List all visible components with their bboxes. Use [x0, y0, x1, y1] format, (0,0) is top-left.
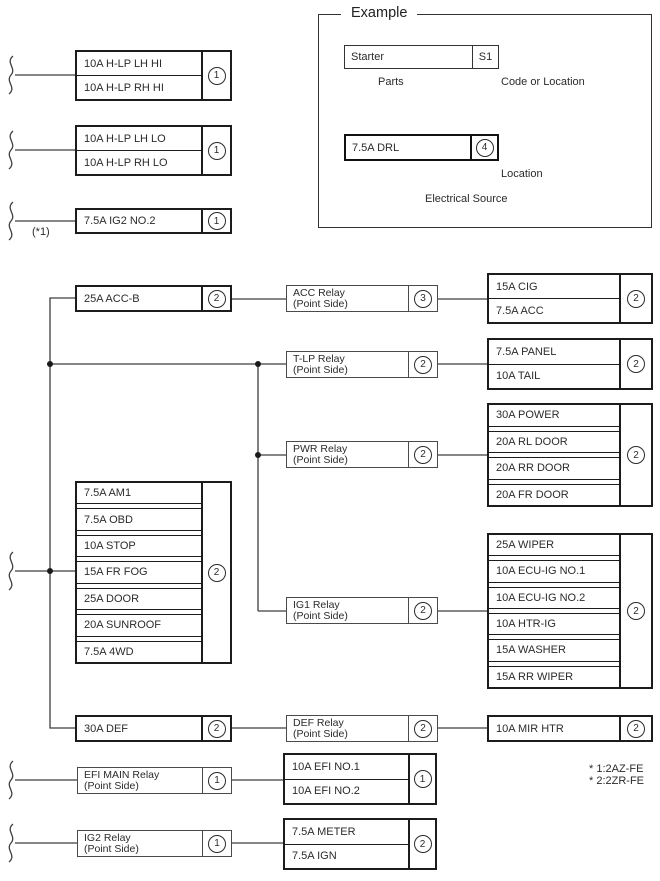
location-code: 3: [414, 290, 432, 308]
fuse-label: 10A ECU-IG NO.1: [496, 565, 586, 578]
location-code-cell: [408, 716, 437, 741]
fuse-row: [77, 151, 201, 174]
relay-name: [78, 768, 202, 793]
fuse-label: 10A H-LP LH LO: [84, 132, 166, 145]
relay-name: [287, 598, 408, 623]
fuse-label: 25A DOOR: [84, 592, 140, 605]
fuse-row: [77, 717, 201, 740]
fuse-label: 10A HTR-IG: [496, 618, 556, 631]
relay-name-line2: (Point Side): [293, 728, 348, 740]
fuse-row: [285, 820, 408, 845]
example-source-box: [344, 134, 499, 161]
location-code-cell: [619, 535, 651, 687]
code-or-location-callout-label: Code or Location: [501, 76, 585, 88]
fuse-group-panel-tail: [487, 338, 653, 390]
fuse-row: [285, 780, 408, 804]
fuse-label: 25A ACC-B: [84, 292, 140, 305]
fuse-row: [77, 483, 201, 504]
fuse-row: [489, 299, 619, 322]
engine-notes: [589, 763, 644, 787]
location-code: 4: [476, 139, 494, 157]
location-code: 2: [627, 290, 645, 308]
relay-name: [78, 831, 202, 856]
location-code-cell: [202, 831, 231, 856]
example-parts-label: Starter: [351, 51, 385, 63]
fuse-row: [489, 587, 619, 609]
location-code-cell: [408, 442, 437, 467]
fuse-label: 10A H-LP RH HI: [84, 81, 164, 94]
fuse-label: 7.5A IGN: [292, 850, 337, 863]
fuse-row: [77, 535, 201, 557]
location-code-cell: [408, 755, 435, 803]
fuse-row: [77, 614, 201, 636]
relay-name: [287, 716, 408, 741]
fuse-label: 20A RL DOOR: [496, 435, 568, 448]
location-code-cell: [408, 598, 437, 623]
example-source-label: 7.5A DRL: [352, 141, 400, 154]
example-location-cell: [470, 136, 497, 159]
relay-name-line1: ACC Relay: [293, 287, 345, 299]
location-code: 2: [208, 564, 226, 582]
fuse-row: [77, 52, 201, 76]
location-code-cell: [201, 483, 230, 662]
wire-bus: [50, 298, 77, 728]
fuse-row: [489, 431, 619, 454]
fuse-row: [285, 845, 408, 869]
location-code-cell: [619, 717, 651, 740]
location-code-cell: [408, 352, 437, 377]
example-title: Example: [341, 5, 417, 21]
wire-break-icon: [9, 552, 13, 590]
relay-name-line2: (Point Side): [293, 454, 348, 466]
parts-callout-label: Parts: [378, 76, 404, 88]
location-code-cell: [201, 717, 230, 740]
fuse-group-wiper-block: [487, 533, 653, 689]
location-code: 1: [414, 770, 432, 788]
location-code-cell: [619, 405, 651, 505]
fuse-group-hlp-hi: [75, 50, 232, 101]
fuse-label: 20A SUNROOF: [84, 619, 162, 632]
example-parts-box: [344, 45, 499, 69]
fuse-row: [77, 588, 201, 610]
relay-box-tlp: [286, 351, 438, 378]
location-code-cell: [201, 127, 230, 174]
location-code: 1: [208, 772, 226, 790]
fuse-row: [489, 639, 619, 661]
location-code-cell: [408, 286, 437, 311]
location-code: 2: [414, 835, 432, 853]
location-code: 1: [208, 67, 226, 85]
relay-box-ig1: [286, 597, 438, 624]
fuse-label: 10A H-LP RH LO: [84, 156, 168, 169]
junction-dot: [47, 568, 53, 574]
relay-name-line1: EFI MAIN Relay: [84, 769, 160, 781]
engine-note-2: * 2:2ZR-FE: [589, 775, 645, 787]
junction-dot: [255, 361, 261, 367]
fuse-group-hlp-lo: [75, 125, 232, 176]
location-code: 2: [414, 720, 432, 738]
fuse-label: 15A RR WIPER: [496, 670, 574, 683]
relay-name-line1: IG2 Relay: [84, 832, 131, 844]
relay-name-line2: (Point Side): [293, 298, 348, 310]
fuse-label: 10A H-LP LH HI: [84, 57, 163, 70]
relay-name-line1: T-LP Relay: [293, 353, 345, 365]
location-code-cell: [201, 210, 230, 232]
location-code: 1: [208, 835, 226, 853]
fuse-label: 7.5A OBD: [84, 513, 133, 526]
fuse-row: [285, 755, 408, 780]
location-code-cell: [408, 820, 435, 868]
relay-name: [287, 352, 408, 377]
engine-note-marker: (*1): [32, 226, 50, 238]
location-code-cell: [201, 287, 230, 310]
fuse-label: 25A WIPER: [496, 539, 555, 552]
fuse-group-meter-ign: [283, 818, 437, 870]
wire-break-icon: [9, 131, 13, 169]
location-code: 2: [414, 602, 432, 620]
fuse-label: 15A WASHER: [496, 644, 566, 657]
fuse-group-efi: [283, 753, 437, 805]
junction-dot: [47, 361, 53, 367]
location-code: 2: [627, 602, 645, 620]
fuse-row: [77, 210, 201, 232]
fuse-row: [77, 127, 201, 151]
wire-break-icon: [9, 56, 13, 94]
relay-box-pwr: [286, 441, 438, 468]
fuse-row: [489, 535, 619, 556]
fuse-label: 30A POWER: [496, 409, 560, 422]
relay-box-ig2: [77, 830, 232, 857]
junction-dot: [255, 452, 261, 458]
fuse-row: [489, 340, 619, 365]
fuse-label: 10A STOP: [84, 540, 136, 553]
relay-name-line1: PWR Relay: [293, 443, 348, 455]
location-code: 2: [208, 290, 226, 308]
wire-break-icon: [9, 824, 13, 862]
example-panel: [318, 5, 652, 228]
wire-break-icon: [9, 761, 13, 799]
location-code-cell: [201, 52, 230, 99]
fuse-row: [489, 405, 619, 427]
relay-name-line2: (Point Side): [293, 610, 348, 622]
fuse-row: [77, 76, 201, 99]
fuse-row: [489, 666, 619, 687]
fuse-group-power-doors: [487, 403, 653, 507]
fuse-row: [489, 484, 619, 506]
relay-name: [287, 286, 408, 311]
fuse-box-mir-htr: [487, 715, 653, 742]
fuse-box-acc-b: [75, 285, 232, 312]
location-code: 2: [627, 720, 645, 738]
fuse-row: [489, 717, 619, 740]
fuse-label: 7.5A PANEL: [496, 345, 557, 358]
location-code: 2: [414, 356, 432, 374]
location-code-cell: [619, 340, 651, 388]
fuse-row: [489, 365, 619, 389]
fuse-label: 10A EFI NO.1: [292, 760, 360, 773]
location-code: 1: [208, 212, 226, 230]
location-code-cell: [202, 768, 231, 793]
fuse-label: 15A CIG: [496, 280, 538, 293]
location-code: 2: [627, 355, 645, 373]
relay-box-acc: [286, 285, 438, 312]
fuse-label: 7.5A ACC: [496, 304, 544, 317]
fuse-label: 10A ECU-IG NO.2: [496, 591, 586, 604]
relay-box-efi-main: [77, 767, 232, 794]
fuse-label: 10A MIR HTR: [496, 722, 564, 735]
fuse-row: [77, 561, 201, 583]
fuse-label: 7.5A 4WD: [84, 645, 134, 658]
fuse-label: 10A EFI NO.2: [292, 785, 360, 798]
relay-name-line2: (Point Side): [84, 843, 139, 855]
fuse-box-def: [75, 715, 232, 742]
fuse-label: 15A FR FOG: [84, 566, 148, 579]
fuse-group-am1-block: [75, 481, 232, 664]
location-code: 2: [414, 446, 432, 464]
fuse-label: 7.5A IG2 NO.2: [84, 215, 156, 227]
fuse-row: [77, 641, 201, 662]
relay-name-line1: DEF Relay: [293, 717, 344, 729]
wire-break-icon: [9, 202, 13, 240]
location-code: 1: [208, 142, 226, 160]
fuse-label: 20A FR DOOR: [496, 488, 569, 501]
fuse-row: [77, 508, 201, 530]
engine-note-1: * 1:2AZ-FE: [589, 763, 644, 775]
fuse-label: 30A DEF: [84, 722, 129, 735]
location-code-cell: [619, 275, 651, 322]
relay-name-line2: (Point Side): [293, 364, 348, 376]
electrical-source-callout-label: Electrical Source: [425, 193, 508, 205]
relay-name-line2: (Point Side): [84, 780, 139, 792]
fuse-group-cig-acc: [487, 273, 653, 324]
example-code-cell: S1: [472, 46, 498, 68]
fuse-label: 20A RR DOOR: [496, 462, 570, 475]
fuse-label: 7.5A AM1: [84, 487, 132, 500]
fuse-label: 10A TAIL: [496, 370, 541, 383]
fuse-row: [489, 275, 619, 299]
fuse-row: [489, 457, 619, 480]
relay-name: [287, 442, 408, 467]
relay-name-line1: IG1 Relay: [293, 599, 340, 611]
location-code: 2: [627, 446, 645, 464]
fuse-row: [489, 560, 619, 582]
fuse-label: 7.5A METER: [292, 825, 356, 838]
location-code: 2: [208, 720, 226, 738]
location-callout-label: Location: [501, 168, 543, 180]
fuse-row: [489, 613, 619, 635]
fuse-box-ig2-no2: [75, 208, 232, 234]
relay-box-def: [286, 715, 438, 742]
fuse-row: [77, 287, 201, 310]
